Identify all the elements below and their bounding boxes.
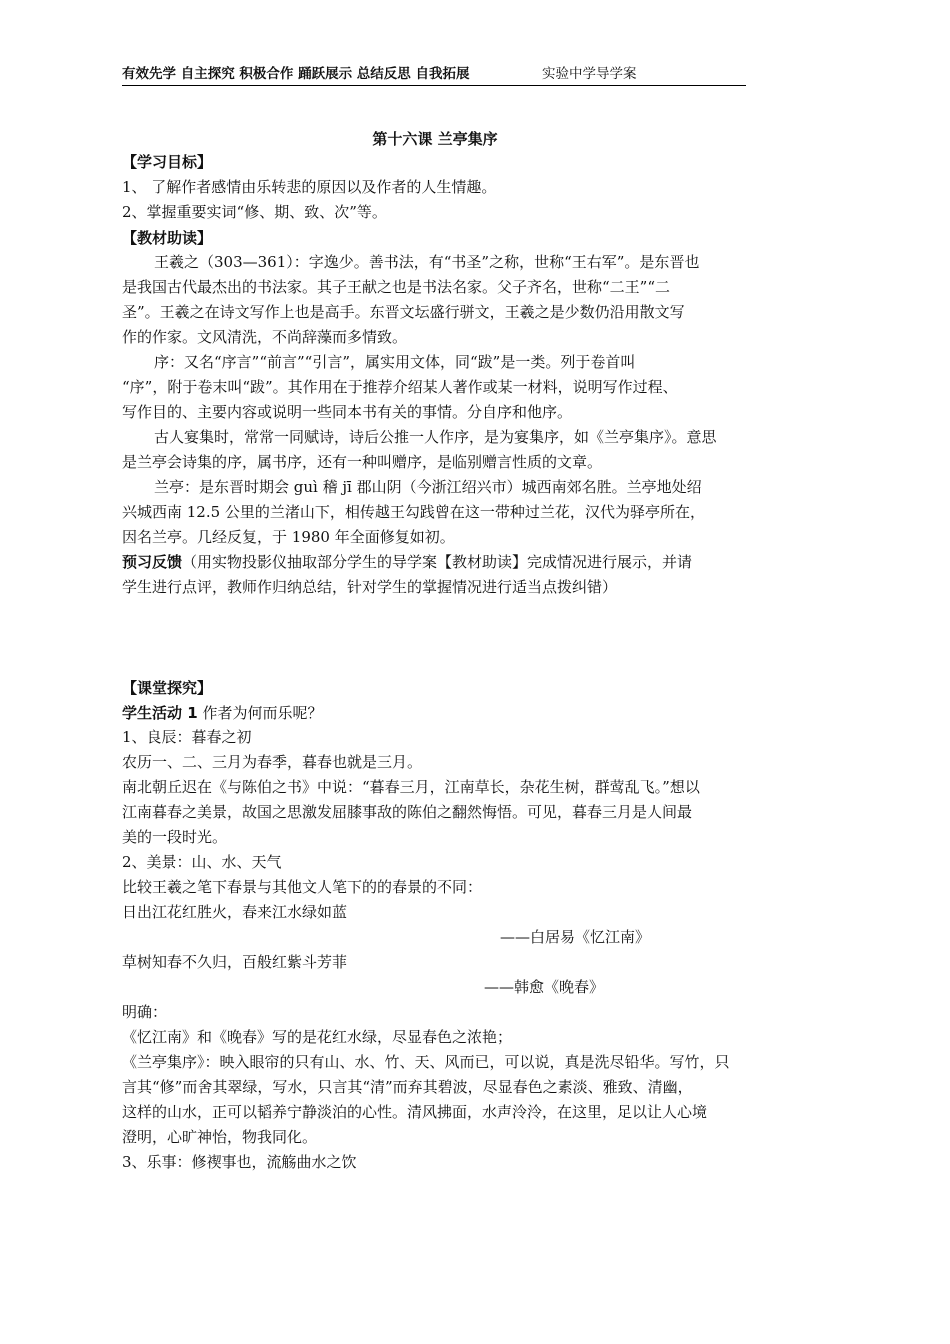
reading-line: 王羲之（303—361）：字逸少。善书法，有“书圣”之称，世称“王右军”。是东晋也 xyxy=(154,253,700,271)
reading-line: 作的作家。文风清洗，不尚辞藻而多情致。 xyxy=(122,328,408,346)
explore-line: 言其“修”而舍其翠绿，写水，只言其“清”而弃其碧波，尽显春色之素淡、雅致、清幽， xyxy=(122,1078,693,1096)
explore-line: 明确： xyxy=(122,1003,168,1021)
explore-line: 3、乐事：修禊事也，流觞曲水之饮 xyxy=(122,1153,357,1171)
explore-line: 这样的山水，正可以韬养宁静淡泊的心性。清风拂面，水声泠泠，在这里，足以让人心境 xyxy=(122,1103,708,1121)
objective-item: 1、 了解作者感情由乐转悲的原因以及作者的人生情趣。 xyxy=(122,178,497,196)
lesson-title: 第十六课 兰亭集序 xyxy=(372,130,498,148)
feedback-label: 预习反馈 xyxy=(122,553,183,571)
feedback-text-line: 学生进行点评，教师作归纳总结，针对学生的掌握情况进行适当点拨纠错） xyxy=(122,578,618,596)
reading-line: 是兰亭会诗集的序，属书序，还有一种叫赠序，是临别赠言性质的文章。 xyxy=(122,453,603,471)
poem-line: 草树知春不久归，百般红紫斗芳菲 xyxy=(122,953,348,971)
explore-line: 1、良辰：暮春之初 xyxy=(122,728,252,746)
objective-item: 2、掌握重要实词“修、期、致、次”等。 xyxy=(122,203,387,221)
explore-line: 《兰亭集序》：映入眼帘的只有山、水、竹、天、风而已，可以说，真是洗尽铅华。写竹，只 xyxy=(122,1053,730,1071)
explore-line: 南北朝丘迟在《与陈伯之书》中说：“暮春三月，江南草长，杂花生树，群莺乱飞。”想以 xyxy=(122,778,700,796)
reading-line: 兰亭：是东晋时期会 guì 稽 jī 郡山阴（今浙江绍兴市）城西南郊名胜。兰亭地处绍 xyxy=(154,478,702,496)
reading-line: “序”，附于卷末叫“跋”。其作用在于推荐介绍某人著作或某一材料，说明写作过程、 xyxy=(122,378,678,396)
explore-line: 美的一段时光。 xyxy=(122,828,228,846)
activity-line xyxy=(122,703,322,723)
reading-line: 是我国古代最杰出的书法家。其子王献之也是书法名家。父子齐名，世称“二王”“二 xyxy=(122,278,671,296)
activity-question: 作者为何而乐呢？ xyxy=(197,704,323,722)
reading-line: 因名兰亭。几经反复，于 1980 年全面修复如初。 xyxy=(122,528,455,546)
poem-line: 日出江花红胜火，春来江水绿如蓝 xyxy=(122,903,348,921)
explore-heading: 【课堂探究】 xyxy=(122,679,213,697)
explore-line: 2、美景：山、水、天气 xyxy=(122,853,282,871)
feedback-paragraph xyxy=(122,552,692,572)
reading-line: 圣”。王羲之在诗文写作上也是高手。东晋文坛盛行骈文，王羲之是少数仍沿用散文写 xyxy=(122,303,685,321)
explore-line: 《忆江南》和《晚春》写的是花红水绿，尽显春色之浓艳； xyxy=(122,1028,513,1046)
explore-line: 澄明，心旷神怡，物我同化。 xyxy=(122,1128,318,1146)
explore-line: 比较王羲之笔下春景与其他文人笔下的的春景的不同： xyxy=(122,878,483,896)
poem-attribution: ——韩愈《晚春》 xyxy=(484,978,605,996)
header-school: 实验中学导学案 xyxy=(542,66,637,82)
header-slogan: 有效先学 自主探究 积极合作 踊跃展示 总结反思 自我拓展 xyxy=(122,66,470,82)
reading-line: 写作目的、主要内容或说明一些同本书有关的事情。分自序和他序。 xyxy=(122,403,573,421)
explore-line: 江南暮春之美景，故国之思激发屈膝事敌的陈伯之翻然悔悟。可见，暮春三月是人间最 xyxy=(122,803,693,821)
feedback-text: （用实物投影仪抽取部分学生的导学案【教材助读】完成情况进行展示，并请 xyxy=(182,553,693,571)
reading-line: 兴城西南 12.5 公里的兰渚山下，相传越王勾践曾在这一带种过兰花，汉代为驿亭所在， xyxy=(122,503,705,521)
reading-line: 序：又名“序言”“前言”“引言”，属实用文体，同“跋”是一类。列于卷首叫 xyxy=(154,353,636,371)
poem-attribution: ——白居易《忆江南》 xyxy=(500,928,651,946)
activity-label: 学生活动 1 xyxy=(122,704,198,722)
explore-line: 农历一、二、三月为春季，暮春也就是三月。 xyxy=(122,753,423,771)
page-header xyxy=(122,66,746,86)
reading-line: 古人宴集时，常常一同赋诗，诗后公推一人作序，是为宴集序，如《兰亭集序》。意思 xyxy=(154,428,717,446)
objectives-heading: 【学习目标】 xyxy=(122,153,213,171)
reading-heading: 【教材助读】 xyxy=(122,229,213,247)
